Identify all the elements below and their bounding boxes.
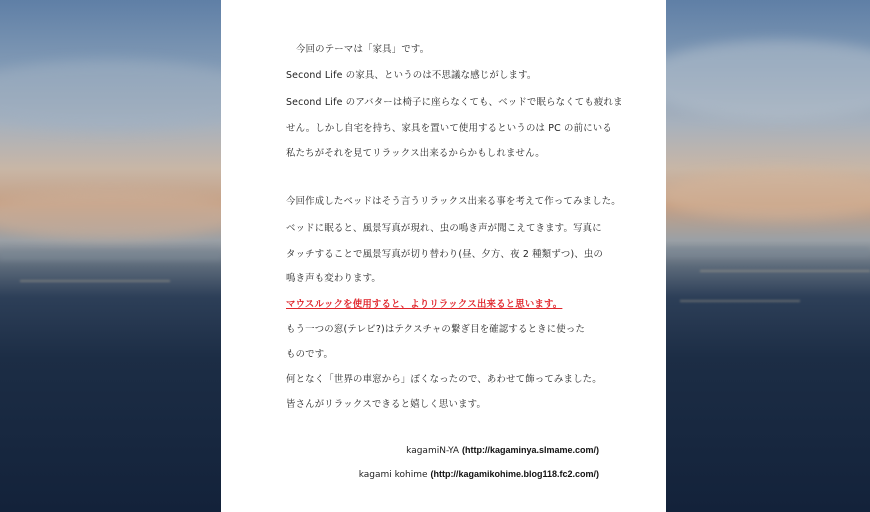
text-line: 皆さんがリラックスできると嬉しく思います。 <box>286 399 487 410</box>
theme-line: 今回のテーマは「家具」です。 <box>296 44 430 55</box>
text-line: Second Life の家具、というのは不思議な感じがします。 <box>286 70 537 81</box>
signature-name: kagamiN-YA <box>406 446 460 456</box>
text-line: Second Life のアバターは椅子に座らなくても、ベッドで眠らなくても疲れま <box>286 97 623 108</box>
cloud <box>0 190 240 240</box>
text-line: 私たちがそれを見てリラックス出来るからかもしれません。 <box>286 148 545 159</box>
text-line: もう一つの窓(テレビ?)はテクスチャの繋ぎ目を確認するときに使った <box>286 324 586 335</box>
shoreline <box>0 250 221 260</box>
signature-name: kagami kohime <box>358 470 428 480</box>
text-line: 鳴き声も変わります。 <box>286 273 381 284</box>
signature-url[interactable]: (http://kagaminya.slmame.com/) <box>461 445 599 455</box>
text-line: ものです。 <box>286 349 334 360</box>
water-glint <box>700 270 870 272</box>
text-line: タッチすることで風景写真が切り替わり(昼、夕方、夜 2 種類ずつ)、虫の <box>286 249 604 260</box>
signature-kagami-kohime <box>359 469 599 480</box>
water-glint <box>680 300 800 302</box>
signature-url[interactable]: (http://kagamikohime.blog118.fc2.com/) <box>430 469 599 479</box>
shoreline <box>666 247 870 257</box>
signature-kagamin-ya <box>406 445 599 456</box>
text-line: ベッドに眠ると、風景写真が現れ、虫の鳴き声が聞こえてきます。写真に <box>286 223 602 234</box>
text-line: せん。しかし自宅を持ち、家具を置いて使用するというのは PC の前にいる <box>286 123 612 134</box>
water-glint <box>20 280 170 282</box>
notecard-panel <box>221 0 666 512</box>
cloud <box>640 40 870 120</box>
text-line: 何となく「世界の車窓から」ぽくなったので、あわせて飾ってみました。 <box>286 374 602 385</box>
mouselook-highlight: マウスルックを使用すると、よりリラックス出来ると思います。 <box>286 299 563 310</box>
cloud <box>660 170 870 220</box>
text-line: 今回作成したベッドはそう言うリラックス出来る事を考えて作ってみました。 <box>286 196 621 207</box>
